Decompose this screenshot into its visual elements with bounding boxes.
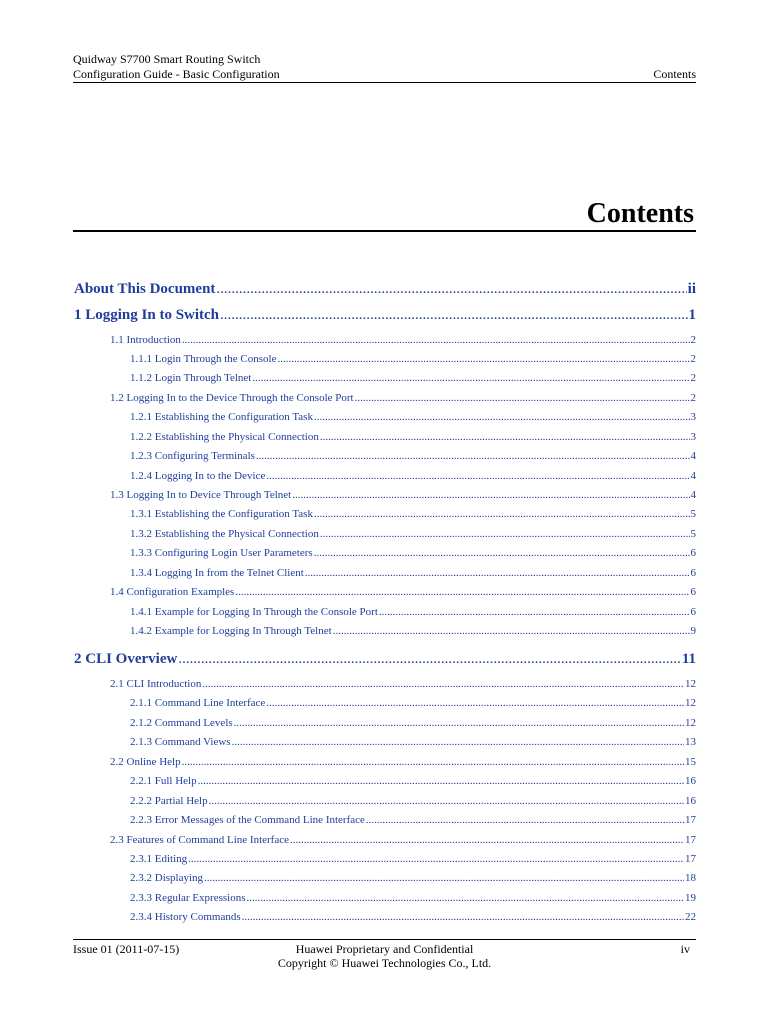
toc-leader-dots	[314, 544, 690, 563]
toc-leader-dots	[277, 350, 689, 369]
title-rule	[73, 230, 696, 232]
toc-leader-dots	[320, 525, 690, 544]
toc-subsection-link[interactable]	[74, 350, 696, 369]
toc-leader-dots	[182, 331, 690, 350]
toc-subsection-link[interactable]	[74, 467, 696, 486]
toc-entry-label: 2.2 Online Help	[110, 755, 181, 768]
toc-leader-dots	[188, 850, 684, 869]
toc-entry-page: 11	[681, 651, 696, 667]
toc-leader-dots	[266, 467, 689, 486]
toc-section-link[interactable]	[74, 675, 696, 694]
toc-leader-dots	[198, 772, 684, 791]
toc-entry-page: 1	[688, 306, 696, 323]
toc-entry-page: 6	[690, 586, 696, 599]
toc-section-link[interactable]	[74, 583, 696, 602]
toc-subsection-link[interactable]	[74, 544, 696, 563]
toc-leader-dots	[379, 603, 690, 622]
toc-subsection-link[interactable]	[74, 908, 696, 927]
toc-entry-label: 1.2 Logging In to the Device Through the Console Port	[110, 391, 354, 404]
toc-entry-page: 5	[690, 527, 696, 540]
toc-entry-label: 2 CLI Overview	[74, 651, 178, 667]
toc-entry-label: 1.4.2 Example for Logging In Through Telnet	[130, 625, 332, 638]
toc-chapter-link[interactable]	[74, 306, 696, 324]
toc-section-link[interactable]	[74, 486, 696, 505]
toc-subsection-link[interactable]	[74, 622, 696, 641]
toc-entry-label: 1.2.1 Establishing the Configuration Task	[130, 411, 313, 424]
toc-subsection-link[interactable]	[74, 811, 696, 830]
header-section: Contents	[653, 67, 696, 81]
table-of-contents	[74, 280, 696, 928]
toc-leader-dots	[246, 889, 684, 908]
toc-entry-page: 13	[685, 736, 696, 749]
toc-entry-label: 2.3.1 Editing	[130, 852, 188, 865]
toc-subsection-link[interactable]	[74, 714, 696, 733]
toc-entry-page: 22	[685, 911, 696, 924]
toc-subsection-link[interactable]	[74, 564, 696, 583]
toc-entry-label: 1.3.4 Logging In from the Telnet Client	[130, 566, 304, 579]
toc-entry-page: 16	[685, 775, 696, 788]
toc-subsection-link[interactable]	[74, 428, 696, 447]
toc-entry-label: 1.2.4 Logging In to the Device	[130, 469, 266, 482]
toc-entry-page: 4	[690, 450, 696, 463]
toc-leader-dots	[204, 869, 684, 888]
toc-entry-label: 1.1.1 Login Through the Console	[130, 352, 277, 365]
toc-entry-label: 1.1 Introduction	[110, 333, 181, 346]
toc-subsection-link[interactable]	[74, 603, 696, 622]
toc-subsection-link[interactable]	[74, 792, 696, 811]
footer-page-number: iv	[680, 942, 690, 956]
toc-entry-label: 1.3.2 Establishing the Physical Connection	[130, 527, 319, 540]
toc-subsection-link[interactable]	[74, 505, 696, 524]
toc-entry-page: 18	[685, 872, 696, 885]
toc-subsection-link[interactable]	[74, 869, 696, 888]
toc-entry-label: 1 Logging In to Switch	[74, 306, 220, 323]
toc-subsection-link[interactable]	[74, 772, 696, 791]
toc-leader-dots	[178, 650, 680, 668]
footer-rule	[73, 939, 696, 940]
toc-entry-page: 3	[690, 411, 696, 424]
toc-entry-page: 4	[690, 469, 696, 482]
toc-entry-page: 2	[690, 372, 696, 385]
toc-leader-dots	[232, 733, 684, 752]
page-header	[73, 52, 696, 82]
toc-leader-dots	[252, 369, 689, 388]
toc-subsection-link[interactable]	[74, 447, 696, 466]
toc-spacer	[74, 642, 696, 651]
footer-proprietary: Huawei Proprietary and Confidential	[295, 942, 474, 956]
toc-spacer	[74, 298, 696, 306]
toc-entry-page: 6	[690, 566, 696, 579]
toc-entry-page: 2	[690, 352, 696, 365]
header-guide: Configuration Guide - Basic Configuration	[73, 67, 280, 81]
toc-entry-label: 1.3 Logging In to Device Through Telnet	[110, 489, 292, 501]
toc-section-link[interactable]	[74, 331, 696, 350]
toc-entry-page: 2	[690, 333, 696, 346]
toc-entry-label: 1.2.3 Configuring Terminals	[130, 450, 255, 463]
toc-leader-dots	[216, 280, 686, 298]
toc-leader-dots	[314, 505, 690, 524]
toc-leader-dots	[235, 583, 689, 602]
footer-issue: Issue 01 (2011-07-15)	[73, 942, 180, 956]
toc-subsection-link[interactable]	[74, 369, 696, 388]
toc-leader-dots	[202, 675, 684, 694]
toc-leader-dots	[292, 486, 689, 505]
toc-entry-label: 2.2.2 Partial Help	[130, 794, 208, 807]
footer-center	[73, 942, 696, 970]
toc-entry-page: 19	[685, 891, 696, 904]
toc-subsection-link[interactable]	[74, 694, 696, 713]
toc-entry-label: 1.3.1 Establishing the Configuration Task	[130, 508, 313, 521]
toc-entry-label: 2.1.2 Command Levels	[130, 716, 233, 729]
toc-entry-page: 6	[690, 547, 696, 560]
toc-chapter-link[interactable]	[74, 650, 696, 668]
toc-leader-dots	[256, 447, 690, 466]
toc-subsection-link[interactable]	[74, 525, 696, 544]
toc-leader-dots	[366, 811, 684, 830]
toc-entry-label: About This Document	[74, 281, 216, 297]
toc-entry-label: 2.3.2 Displaying	[130, 872, 204, 885]
toc-entry-page: 17	[685, 852, 696, 865]
toc-leader-dots	[182, 753, 684, 772]
toc-entry-page: 3	[690, 430, 696, 443]
toc-entry-label: 2.1 CLI Introduction	[110, 678, 202, 690]
toc-entry-page: 6	[690, 605, 696, 618]
toc-spacer	[74, 324, 696, 331]
toc-leader-dots	[234, 714, 684, 733]
toc-entry-page: 17	[685, 814, 696, 827]
toc-leader-dots	[355, 389, 690, 408]
toc-entry-page: 5	[690, 508, 696, 521]
toc-entry-page: 4	[690, 489, 696, 501]
toc-chapter-link[interactable]	[74, 280, 696, 298]
toc-entry-label: 2.3.3 Regular Expressions	[130, 891, 246, 904]
toc-entry-page: 15	[685, 755, 696, 768]
toc-leader-dots	[290, 831, 684, 850]
toc-leader-dots	[314, 408, 690, 427]
toc-entry-label: 2.1.3 Command Views	[130, 736, 231, 749]
toc-entry-label: 1.4.1 Example for Logging In Through the Console Port	[130, 605, 378, 618]
toc-leader-dots	[333, 622, 690, 641]
toc-section-link[interactable]	[74, 753, 696, 772]
toc-entry-label: 1.1.2 Login Through Telnet	[130, 372, 252, 385]
toc-leader-dots	[305, 564, 690, 583]
toc-entry-label: 2.1.1 Command Line Interface	[130, 697, 266, 710]
toc-entry-page: 2	[690, 391, 696, 404]
toc-section-link[interactable]	[74, 389, 696, 408]
toc-subsection-link[interactable]	[74, 850, 696, 869]
toc-subsection-link[interactable]	[74, 733, 696, 752]
toc-entry-label: 2.3.4 History Commands	[130, 911, 241, 924]
toc-entry-page: 16	[685, 794, 696, 807]
page-title: Contents	[586, 198, 694, 229]
toc-entry-label: 2.3 Features of Command Line Interface	[110, 833, 289, 846]
toc-section-link[interactable]	[74, 831, 696, 850]
footer-copyright: Copyright © Huawei Technologies Co., Ltd.	[277, 956, 492, 970]
toc-leader-dots	[220, 306, 687, 324]
toc-entry-label: 1.4 Configuration Examples	[110, 586, 235, 599]
toc-entry-page: 12	[685, 678, 696, 690]
toc-leader-dots	[320, 428, 690, 447]
toc-entry-label: 1.2.2 Establishing the Physical Connection	[130, 430, 319, 443]
toc-entry-label: 1.3.3 Configuring Login User Parameters	[130, 547, 313, 560]
toc-subsection-link[interactable]	[74, 408, 696, 427]
toc-spacer	[74, 668, 696, 675]
toc-entry-label: 2.2.1 Full Help	[130, 775, 197, 788]
toc-entry-page: 12	[685, 716, 696, 729]
toc-entry-page: 17	[685, 833, 696, 846]
header-product: Quidway S7700 Smart Routing Switch	[73, 52, 261, 66]
toc-entry-page: 9	[690, 625, 696, 638]
toc-entry-page: ii	[687, 281, 696, 297]
toc-subsection-link[interactable]	[74, 889, 696, 908]
toc-entry-label: 2.2.3 Error Messages of the Command Line Interface	[130, 814, 365, 827]
toc-leader-dots	[266, 694, 684, 713]
toc-leader-dots	[242, 908, 684, 927]
header-rule	[73, 82, 696, 83]
toc-entry-page: 12	[685, 697, 696, 710]
toc-leader-dots	[209, 792, 684, 811]
